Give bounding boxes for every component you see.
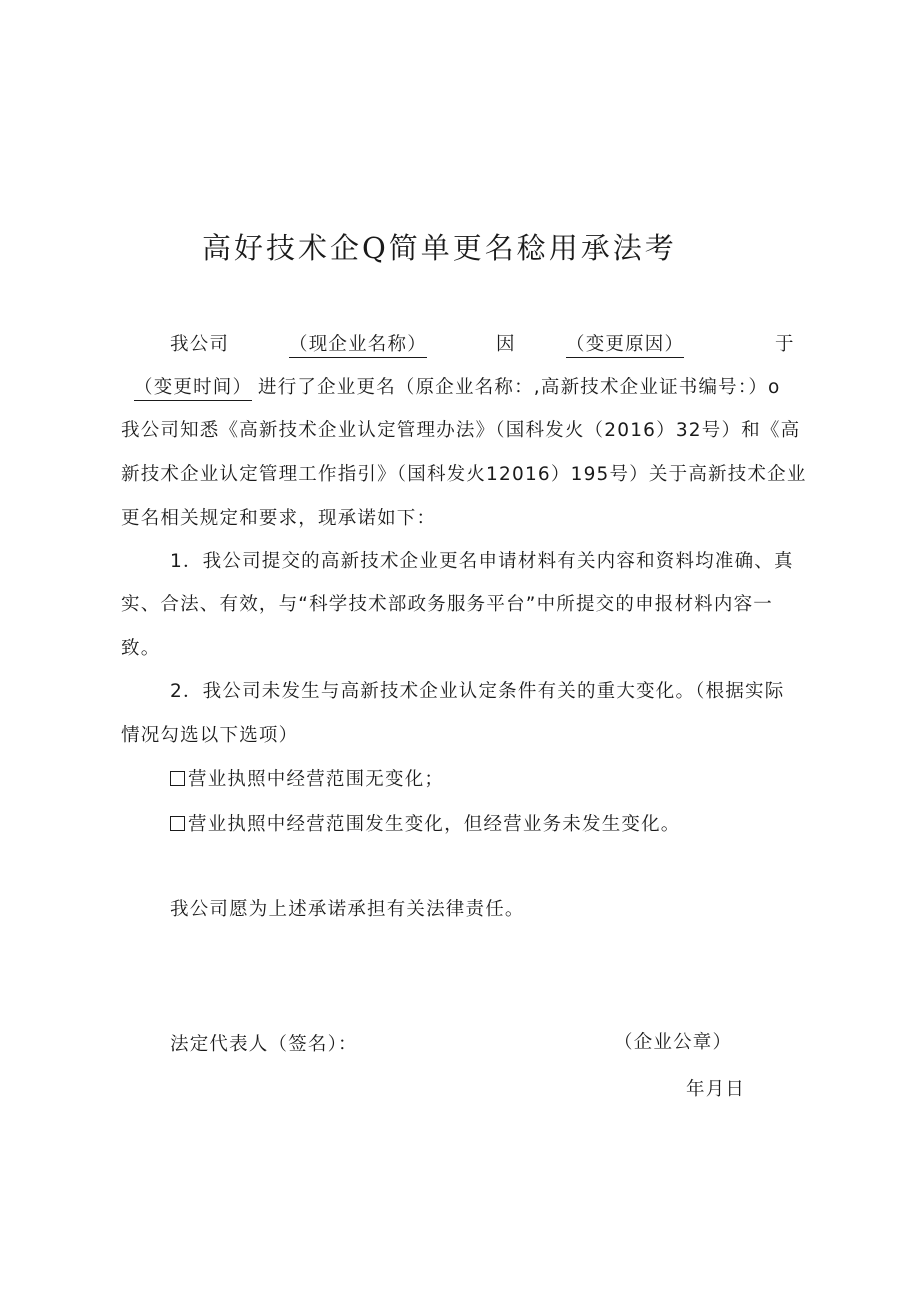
intro-line4: 新技术企业认定管理工作指引》（国科发火12016）195号）关于高新技术企业 bbox=[121, 464, 807, 485]
option-scope-changed[interactable] bbox=[170, 810, 681, 836]
date-label: 年月日 bbox=[686, 1079, 746, 1100]
document-title: 高好技术企Q简单更名稔用承法考 bbox=[202, 231, 677, 265]
intro-we-company: 我公司 bbox=[170, 334, 230, 355]
legal-rep-signature-label: 法定代表人（签名）： bbox=[170, 1034, 358, 1055]
liability-statement: 我公司愿为上述承诺承担有关法律责任。 bbox=[170, 899, 525, 920]
item1-line1: 1．我公司提交的高新技术企业更名申请材料有关内容和资料均准确、真 bbox=[170, 551, 794, 572]
intro-line2-text: 进行了企业更名（原企业名称：,高新技术企业证书编号：）o bbox=[258, 377, 781, 398]
intro-line3: 我公司知悉《高新技术企业认定管理办法》（国科发火（2016）32号）和《高 bbox=[121, 420, 801, 441]
intro-because: 因 bbox=[496, 334, 516, 355]
option-label: 营业执照中经营范围发生变化，但经营业务未发生变化。 bbox=[188, 814, 681, 835]
item2-line2: 情况勾选以下选项） bbox=[121, 725, 299, 746]
item2-line1: 2．我公司未发生与高新技术企业认定条件有关的重大变化。（根据实际 bbox=[170, 681, 785, 702]
option-label: 营业执照中经营范围无变化； bbox=[188, 769, 445, 790]
checkbox-icon[interactable] bbox=[170, 771, 185, 786]
item1-line2: 实、合法、有效，与“科学技术部政务服务平台”中所提交的申报材料内容一 bbox=[121, 594, 773, 615]
item1-line3: 致。 bbox=[121, 638, 161, 659]
change-time-field[interactable]: （变更时间） bbox=[134, 373, 252, 401]
checkbox-icon[interactable] bbox=[170, 816, 185, 831]
intro-line5: 更名相关规定和要求，现承诺如下： bbox=[121, 508, 437, 529]
intro-at: 于 bbox=[775, 334, 795, 355]
company-seal-label: （企业公章） bbox=[614, 1032, 733, 1053]
change-reason-field[interactable]: （变更原因） bbox=[566, 330, 684, 358]
option-scope-unchanged[interactable] bbox=[170, 765, 444, 791]
current-name-field[interactable]: （现企业名称） bbox=[289, 330, 427, 358]
